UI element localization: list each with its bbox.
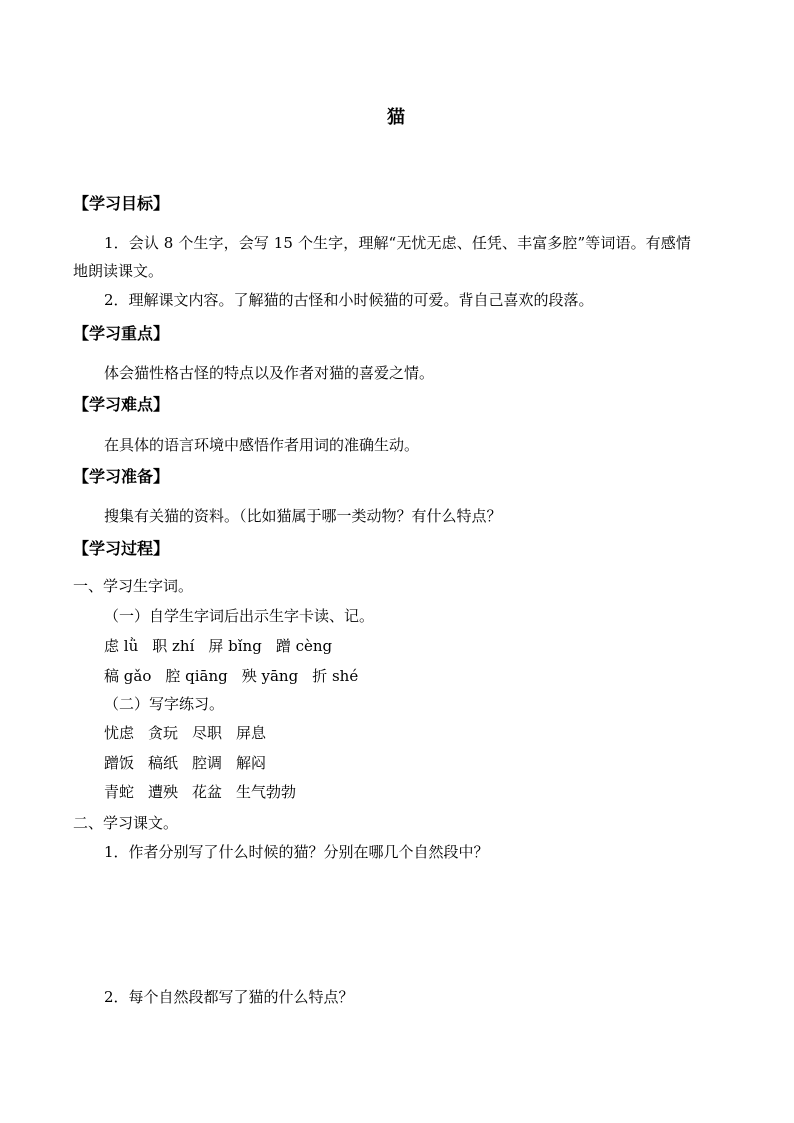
difficult-points-text: 在具体的语言环境中感悟作者用词的准确生动。 [104,436,420,454]
learning-goal-1: 1．会认 8 个生字，会写 15 个生字，理解“无忧无虑、任凭、丰富多腔”等词语。有感情 [104,234,691,252]
preparation-heading: 【学习准备】 [73,467,170,486]
pinyin-item: 屏 bǐng [208,637,262,655]
pinyin-item: 稿 gǎo [104,667,152,685]
learning-goal-2: 2．理解课文内容。了解猫的古怪和小时候猫的可爱。背自己喜欢的段落。 [104,291,594,309]
question-1: 1．作者分别写了什么时候的猫？分别在哪几个自然段中？ [104,843,489,861]
pinyin-item: 腔 qiāng [165,667,228,685]
learning-goals-heading: 【学习目标】 [73,194,170,213]
part-2-title: 二、学习课文。 [73,814,179,832]
part-1-step-1: （一）自学生字词后出示生字卡读、记。 [104,607,375,625]
word-item: 解闷 [236,754,267,772]
pinyin-row-1 [104,637,332,655]
word-item: 花盆 [192,783,223,801]
process-heading: 【学习过程】 [73,539,170,558]
word-item: 青蛇 [104,783,135,801]
word-row-3 [104,783,296,801]
word-item: 生气勃勃 [236,783,297,801]
word-row-1 [104,724,266,742]
part-1-title: 一、学习生字词。 [73,577,194,595]
word-item: 稿纸 [148,754,179,772]
part-1-step-2: （二）写字练习。 [104,695,225,713]
word-item: 屏息 [236,724,267,742]
key-points-text: 体会猫性格古怪的特点以及作者对猫的喜爱之情。 [104,364,435,382]
preparation-text: 搜集有关猫的资料。（比如猫属于哪一类动物？有什么特点？ [104,507,502,525]
word-item: 蹭饭 [104,754,135,772]
word-item: 遭殃 [148,783,179,801]
pinyin-item: 职 zhí [152,637,195,655]
key-points-heading: 【学习重点】 [73,324,170,343]
word-item: 忧虑 [104,724,135,742]
pinyin-item: 折 shé [312,667,359,685]
pinyin-row-2 [104,667,358,685]
word-row-2 [104,754,266,772]
pinyin-item: 虑 lǜ [104,637,139,655]
word-item: 尽职 [192,724,223,742]
question-2: 2．每个自然段都写了猫的什么特点？ [104,988,354,1006]
learning-goal-1-continued: 地朗读课文。 [73,262,164,280]
pinyin-item: 蹭 cèng [275,637,333,655]
word-item: 腔调 [192,754,223,772]
difficult-points-heading: 【学习难点】 [73,395,170,414]
pinyin-item: 殃 yāng [241,667,299,685]
document-title: 猫 [387,107,405,128]
word-item: 贪玩 [148,724,179,742]
